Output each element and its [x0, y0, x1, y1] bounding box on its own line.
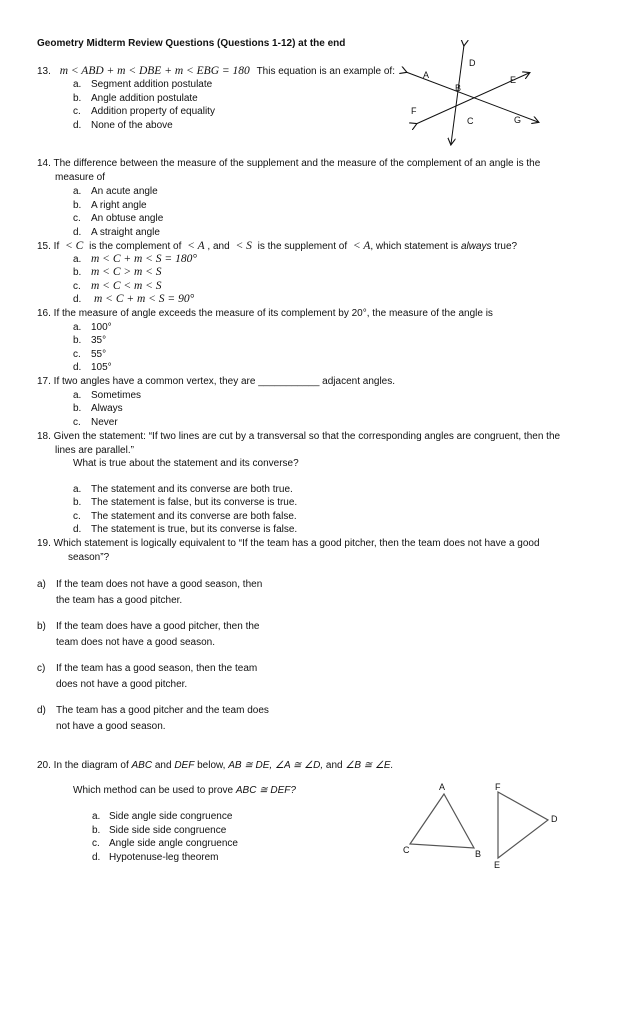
label-e: E [494, 860, 501, 870]
option-text: m < C + m < S = 180° [91, 253, 197, 265]
q17-option-c [73, 417, 118, 428]
option-text: A right angle [91, 200, 147, 211]
q18-question-line2: lines are parallel.” [55, 445, 134, 456]
q17-option-a [73, 390, 142, 401]
option-text: 55° [91, 349, 107, 360]
label-e: E [510, 75, 517, 85]
q15-question [37, 240, 517, 252]
q20-prove-statement: ABC ≅ DEF? [235, 785, 296, 796]
q15-text-3: , and [207, 241, 230, 252]
option-text: The statement and its converse are both false. [91, 511, 297, 522]
triangle-abc [410, 794, 474, 848]
option-text-line2: the team has a good pitcher. [56, 595, 183, 606]
q18-question-line1: 18. Given the statement: “If two lines are cut by a transversal so that the corresponding angles are congruent, then the [37, 431, 561, 442]
label-f: F [495, 782, 501, 792]
q13-option-d [73, 120, 173, 131]
label-f: F [411, 106, 417, 116]
option-letter: c. [73, 281, 81, 292]
option-letter: c. [73, 106, 81, 117]
q16-option-a [73, 322, 112, 333]
option-letter: b. [73, 93, 82, 104]
q16-option-c [73, 349, 107, 360]
option-text-line2: team does not have a good season. [56, 637, 216, 648]
option-letter: b. [73, 267, 82, 278]
option-text: Side angle side congruence [109, 811, 233, 822]
q20-option-c [92, 838, 238, 849]
q15-angle-s: < S [235, 240, 252, 252]
q18-option-d [73, 524, 298, 535]
q18-option-b [73, 497, 298, 508]
option-text-line1: The team has a good pitcher and the team does [56, 705, 269, 716]
option-letter: b. [73, 200, 82, 211]
q16-question: 16. If the measure of angle exceeds the measure of its complement by 20°, the measure of the angle is [37, 308, 493, 319]
q20-text-4: and [325, 760, 343, 771]
option-letter: a. [73, 254, 82, 265]
q20-triangles-diagram [398, 780, 568, 870]
option-letter: c. [73, 511, 81, 522]
q19-option-b [37, 621, 260, 648]
q15-option-d [73, 293, 195, 305]
option-letter: c. [73, 213, 81, 224]
q20-text-3: below, [197, 760, 226, 771]
q15-angle-a: < A [187, 240, 205, 252]
label-g: G [514, 115, 522, 125]
q15-text-1: 15. If [37, 241, 60, 252]
q20-given-angle-b: ∠B ≅ ∠E. [345, 760, 394, 771]
option-text: Hypotenuse-leg theorem [109, 852, 219, 863]
option-letter: d. [73, 227, 82, 238]
option-letter: d. [73, 362, 82, 373]
q20-givens: AB ≅ DE, ∠A ≅ ∠D, [228, 760, 324, 771]
q15-angle-c: < C [65, 240, 84, 252]
label-b: B [475, 849, 482, 859]
option-text: Side side side congruence [109, 825, 227, 836]
option-letter: b. [73, 497, 82, 508]
option-text: Never [91, 417, 118, 428]
label-c: C [467, 116, 474, 126]
label-a: A [439, 782, 446, 792]
q17-question: 17. If two angles have a common vertex, they are ___________ adjacent angles. [37, 376, 396, 387]
option-text: m < C < m < S [91, 280, 162, 292]
option-text-line2: does not have a good pitcher. [56, 679, 188, 690]
q13-option-a [73, 79, 213, 90]
option-letter: a. [73, 484, 82, 495]
q15-angle-a-2: < A [352, 240, 371, 252]
option-letter: a. [73, 322, 82, 333]
q13-equation: m < ABD + m < DBE + m < EBG = 180 [59, 65, 250, 77]
q14-question-line2: measure of [55, 172, 106, 183]
option-text-line1: If the team does not have a good season, then [56, 579, 263, 590]
q18-question-line3: What is true about the statement and its converse? [73, 458, 299, 469]
option-letter: c) [37, 663, 46, 674]
q14-question-line1: 14. The difference between the measure of the supplement and the measure of the complement of an angle is the [37, 158, 541, 169]
label-c: C [403, 845, 410, 855]
q13-lines-diagram [396, 40, 551, 150]
option-letter: a. [73, 186, 82, 197]
option-text: 100° [91, 322, 112, 333]
q19-question-line2: season”? [68, 552, 110, 563]
q14-option-c [73, 213, 164, 224]
q15-text-2: is the complement of [89, 241, 182, 252]
q13-prompt: This equation is an example of: [256, 66, 395, 77]
q18-option-c [73, 511, 297, 522]
option-text: 35° [91, 335, 107, 346]
q13-number: 13. [37, 66, 51, 77]
q20-text-1: 20. In the diagram of [37, 760, 129, 771]
option-text: 105° [91, 362, 112, 373]
option-letter: a. [73, 79, 82, 90]
q15-option-c [73, 280, 162, 292]
option-text: Segment addition postulate [91, 79, 213, 90]
page-title: Geometry Midterm Review Questions (Questions 1-12) at the end [37, 38, 346, 49]
q20-triangle-def: DEF [174, 760, 195, 771]
option-text: Addition property of equality [91, 106, 215, 117]
option-letter: c. [73, 417, 81, 428]
label-b: B [455, 83, 462, 93]
option-letter: c. [73, 349, 81, 360]
q20-option-a [92, 811, 233, 822]
label-d: D [469, 58, 476, 68]
option-text: Angle addition postulate [91, 93, 198, 104]
option-text: Sometimes [91, 390, 142, 401]
triangle-def [498, 792, 548, 858]
option-letter: b) [37, 621, 46, 632]
q20-option-d [92, 852, 219, 863]
option-text-line1: If the team does have a good pitcher, then the [56, 621, 260, 632]
option-text: m < C + m < S = 90° [94, 293, 195, 305]
option-letter: d. [73, 294, 82, 305]
q19-option-c [37, 663, 258, 690]
option-letter: d. [73, 120, 82, 131]
option-text: The statement is true, but its converse is false. [91, 524, 298, 535]
line-dc [451, 45, 464, 144]
q16-option-b [73, 335, 107, 346]
option-letter: d. [92, 852, 101, 863]
option-letter: d. [73, 524, 82, 535]
q20-which-method [73, 785, 296, 796]
q14-option-a [73, 186, 158, 197]
option-text: An acute angle [91, 186, 158, 197]
q13-question [37, 65, 395, 77]
q14-option-b [73, 200, 147, 211]
q15-text-5: , which statement is [370, 241, 459, 252]
option-text: Always [91, 403, 123, 414]
q16-option-d [73, 362, 112, 373]
option-letter: c. [92, 838, 100, 849]
option-text: The statement and its converse are both true. [91, 484, 293, 495]
q19-option-d [37, 705, 269, 732]
option-letter: a. [73, 390, 82, 401]
label-d: D [551, 814, 558, 824]
q14-option-d [73, 227, 160, 238]
q20-text-5: Which method can be used to prove [73, 785, 234, 796]
option-text: m < C > m < S [91, 266, 162, 278]
q15-option-a [73, 253, 197, 265]
option-text: The statement is false, but its converse is true. [91, 497, 298, 508]
option-letter: b. [73, 335, 82, 346]
q15-text-6: true? [494, 241, 518, 252]
q15-option-b [73, 266, 162, 278]
q20-question [37, 760, 393, 771]
q13-option-c [73, 106, 215, 117]
option-text-line1: If the team has a good season, then the team [56, 663, 258, 674]
option-letter: d) [37, 705, 46, 716]
q20-triangle-abc: ABC [131, 760, 153, 771]
option-text: None of the above [91, 120, 173, 131]
option-letter: b. [73, 403, 82, 414]
q19-question-line1: 19. Which statement is logically equivalent to “If the team has a good pitcher, then the team does not have a good [37, 538, 540, 549]
q17-option-b [73, 403, 123, 414]
option-letter: b. [92, 825, 101, 836]
option-text: An obtuse angle [91, 213, 164, 224]
q18-option-a [73, 484, 293, 495]
option-letter: a. [92, 811, 101, 822]
label-a: A [423, 70, 430, 80]
option-letter: a) [37, 579, 46, 590]
q15-text-4: is the supplement of [257, 241, 348, 252]
option-text-line2: not have a good season. [56, 721, 166, 732]
q19-option-a [37, 579, 263, 606]
q13-option-b [73, 93, 198, 104]
q20-option-b [92, 825, 227, 836]
option-text: Angle side angle congruence [109, 838, 238, 849]
option-text: A straight angle [91, 227, 160, 238]
q20-text-2: and [154, 760, 172, 771]
q15-emphasis: always [460, 241, 492, 252]
